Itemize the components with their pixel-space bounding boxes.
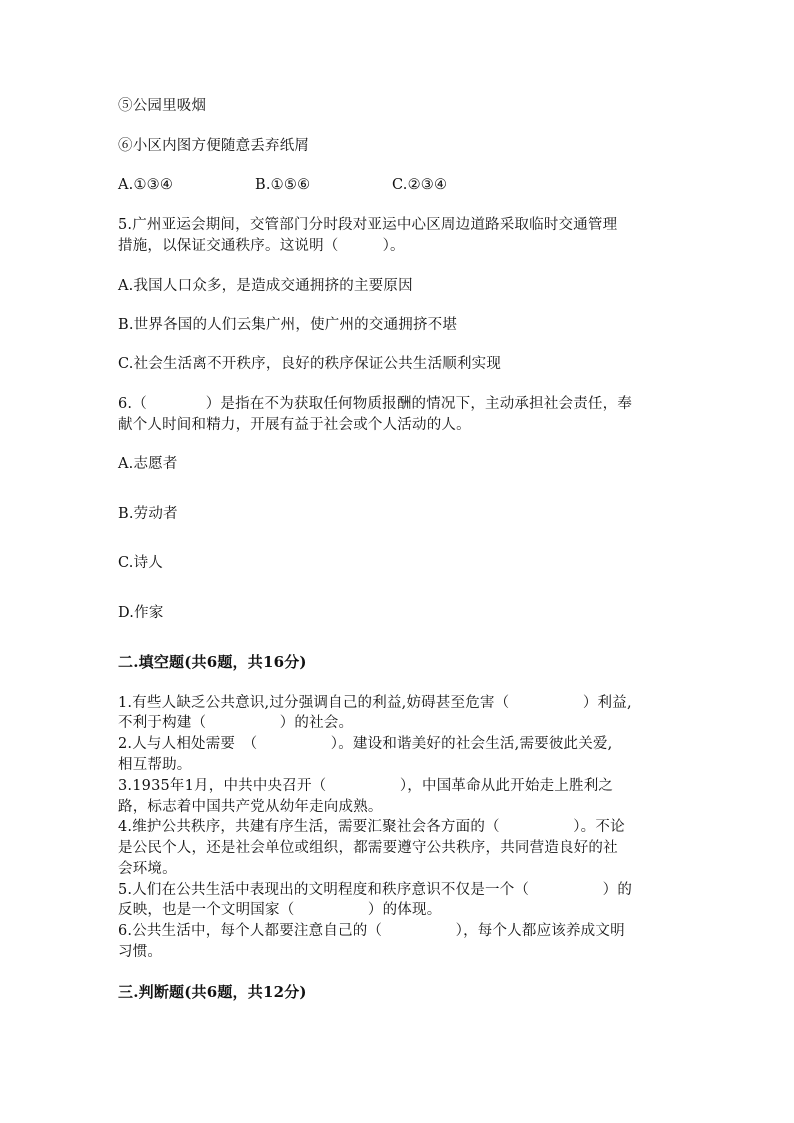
fill-line: 4.维护公共秩序，共建有序生活，需要汇聚社会各方面的（ ）。不论 xyxy=(118,819,625,835)
fill-line: 是公民个人，还是社会单位或组织，都需要遵守公共秩序，共同营造良好的社 xyxy=(118,840,618,856)
q4-options-row xyxy=(118,175,518,195)
fill-line: 习惯。 xyxy=(118,944,163,960)
q5-stem-line-1: 5.广州亚运会期间，交管部门分时段对亚运中心区周边道路采取临时交通管理 xyxy=(118,217,618,233)
q5-option-c[interactable]: C.社会生活离不开秩序，良好的秩序保证公共生活顺利实现 xyxy=(118,356,502,372)
q4-option-c[interactable]: C.②③④ xyxy=(392,177,448,193)
q4-option-a[interactable]: A.①③④ xyxy=(118,177,174,193)
q4-item-6: ⑥小区内图方便随意丢弃纸屑 xyxy=(118,138,310,154)
q4-option-b[interactable]: B.①⑤⑥ xyxy=(255,177,311,193)
fill-line: 2.人与人相处需要 （ ）。建设和谐美好的社会生活,需要彼此关爱, xyxy=(118,736,613,752)
fill-line: 路，标志着中国共产党从幼年走向成熟。 xyxy=(118,799,383,815)
fill-line: 相互帮助。 xyxy=(118,757,192,773)
q4-item-5: ⑤公园里吸烟 xyxy=(118,98,207,114)
fill-line: 5.人们在公共生活中表现出的文明程度和秩序意识不仅是一个（ ）的 xyxy=(118,882,633,898)
q6-option-d[interactable]: D.作家 xyxy=(118,605,164,621)
fill-line: 反映，也是一个文明国家（ ）的体现。 xyxy=(118,902,442,918)
q5-stem-line-2: 措施，以保证交通秩序。这说明（ ）。 xyxy=(118,238,405,254)
q6-option-c[interactable]: C.诗人 xyxy=(118,555,163,571)
section-3-heading: 三.判断题(共6题，共12分) xyxy=(118,983,307,1001)
fill-line: 不利于构建（ ）的社会。 xyxy=(118,715,354,731)
section-2-heading: 二.填空题(共6题，共16分) xyxy=(118,653,307,671)
q6-stem-line-1: 6.（ ）是指在不为获取任何物质报酬的情况下，主动承担社会责任，奉 xyxy=(118,396,633,412)
fill-line: 3.1935年1月，中共中央召开（ ），中国革命从此开始走上胜利之 xyxy=(118,778,614,794)
q5-option-b[interactable]: B.世界各国的人们云集广州，使广州的交通拥挤不堪 xyxy=(118,317,458,333)
q6-stem-line-2: 献个人时间和精力，开展有益于社会或个人活动的人。 xyxy=(118,417,471,433)
q5-option-a[interactable]: A.我国人口众多，是造成交通拥挤的主要原因 xyxy=(118,278,413,294)
fill-line: 会环境。 xyxy=(118,861,177,877)
q6-option-a[interactable]: A.志愿者 xyxy=(118,456,178,472)
q6-option-b[interactable]: B.劳动者 xyxy=(118,506,178,522)
fill-line: 1.有些人缺乏公共意识,过分强调自己的利益,妨碍甚至危害（ ）利益, xyxy=(118,695,632,711)
fill-line: 6.公共生活中，每个人都要注意自己的（ ），每个人都应该养成文明 xyxy=(118,923,625,939)
